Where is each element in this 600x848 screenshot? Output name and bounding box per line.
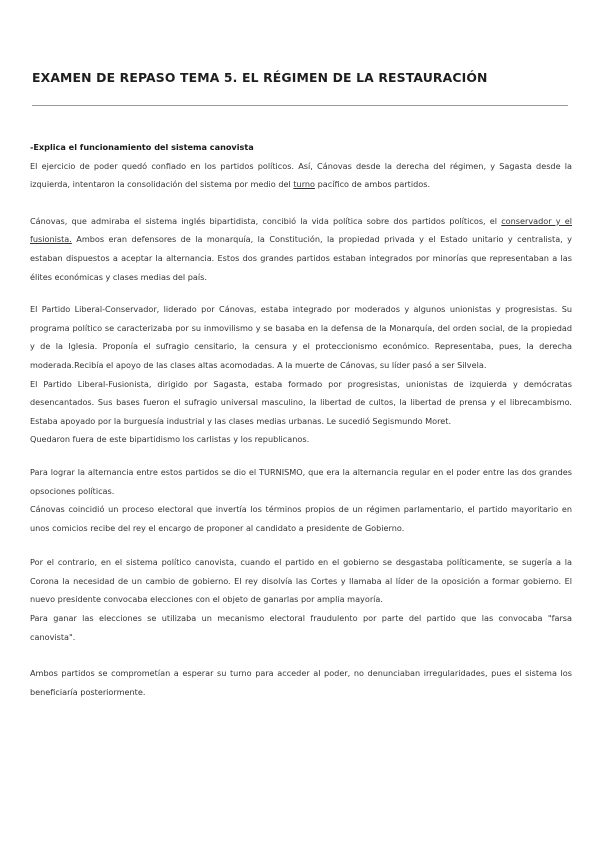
paragraph-1-text: El ejercicio de poder quedó confiado en los partidos políticos. Así, Cánovas desde la derecha del régimen, y Sagasta desde la izquierda, intentaron la consolidación del sistema por medio del bbox=[30, 160, 572, 190]
paragraph-1-text-end: pacífico de ambos partidos. bbox=[315, 179, 431, 190]
paragraph-electoral-process: Cánovas coincidió un proceso electoral que invertía los términos propios de un régimen parlamentario, el partido mayoritario en unos comicios recibe del rey el encargo de proponer al candidato a presidente de Gobierno. bbox=[30, 504, 572, 533]
paragraph-farsa: Para ganar las elecciones se utilizaba un mecanismo electoral fraudulento por parte del partido que las convocaba "farsa canovista". bbox=[30, 613, 572, 642]
paragraph-1 bbox=[30, 157, 572, 194]
paragraph-2-text-end: Ambos eran defensores de la monarquía, la Constitución, la propiedad privada y el Estado unitario y centralista, y estaban dispuestos a aceptar la alternancia. Estos dos grandes partidos estaban integrados por minorías que representaban a las élites económicas y clases medias del país. bbox=[30, 234, 572, 282]
paragraph-excluded: Quedaron fuera de este bipartidismo los carlistas y los republicanos. bbox=[30, 434, 310, 445]
question-heading: -Explica el funcionamiento del sistema canovista bbox=[30, 142, 254, 152]
title-divider bbox=[32, 105, 568, 106]
paragraph-conservador: El Partido Liberal-Conservador, liderado por Cánovas, estaba integrado por moderados y algunos unionistas y progresistas. Su programa político se caracterizaba por su inmovilismo y se basaba en la defensa de la Monarquía, del orden social, de la propiedad y de la Iglesia. Proponía el sufragio censitario, la censura y el proteccionismo económico. Representaba, pues, la derecha moderada.Recibía el apoyo de las clases altas acomodadas. A la muerte de Cánovas, su líder pasó a ser Silvela. bbox=[30, 304, 572, 370]
paragraph-2 bbox=[30, 212, 572, 286]
document-body bbox=[30, 138, 572, 701]
paragraph-fusionista: El Partido Liberal-Fusionista, dirigido por Sagasta, estaba formado por progresistas, unionistas de izquierda y demócratas desencantados. Sus bases fueron el sufragio universal masculino, la libertad de cultos, la libertad de prensa y el librecambismo. Estaba apoyado por la burguesía industrial y las clases medias urbanas. Le sucedió Segismundo Moret. bbox=[30, 378, 572, 426]
underlined-word-turno: turno bbox=[293, 179, 316, 190]
paragraph-conclusion: Ambos partidos se comprometían a esperar su turno para acceder al poder, no denunciaban irregularidades, pues el sistema los beneficiaría posteriormente. bbox=[30, 668, 572, 697]
paragraph-contrario: Por el contrario, en el sistema político canovista, cuando el partido en el gobierno se desgastaba políticamente, se sugería a la Corona la necesidad de un cambio de gobierno. El rey disolvía las Cortes y llamaba al líder de la oposición a formar gobierno. El nuevo presidente convocaba elecciones con el objeto de ganarlas por amplia mayoría. bbox=[30, 557, 572, 605]
underlined-phrase-parties: conservador y el fusionista. bbox=[30, 215, 572, 245]
page-title: EXAMEN DE REPASO TEMA 5. EL RÉGIMEN DE LA RESTAURACIÓN bbox=[32, 70, 488, 85]
paragraph-2-text: Cánovas, que admiraba el sistema inglés bipartidista, concibió la vida política sobre dos partidos políticos, el bbox=[30, 215, 502, 226]
paragraph-turnismo: Para lograr la alternancia entre estos partidos se dio el TURNISMO, que era la alternancia regular en el poder entre las dos grandes opsociones políticas. bbox=[30, 466, 572, 496]
